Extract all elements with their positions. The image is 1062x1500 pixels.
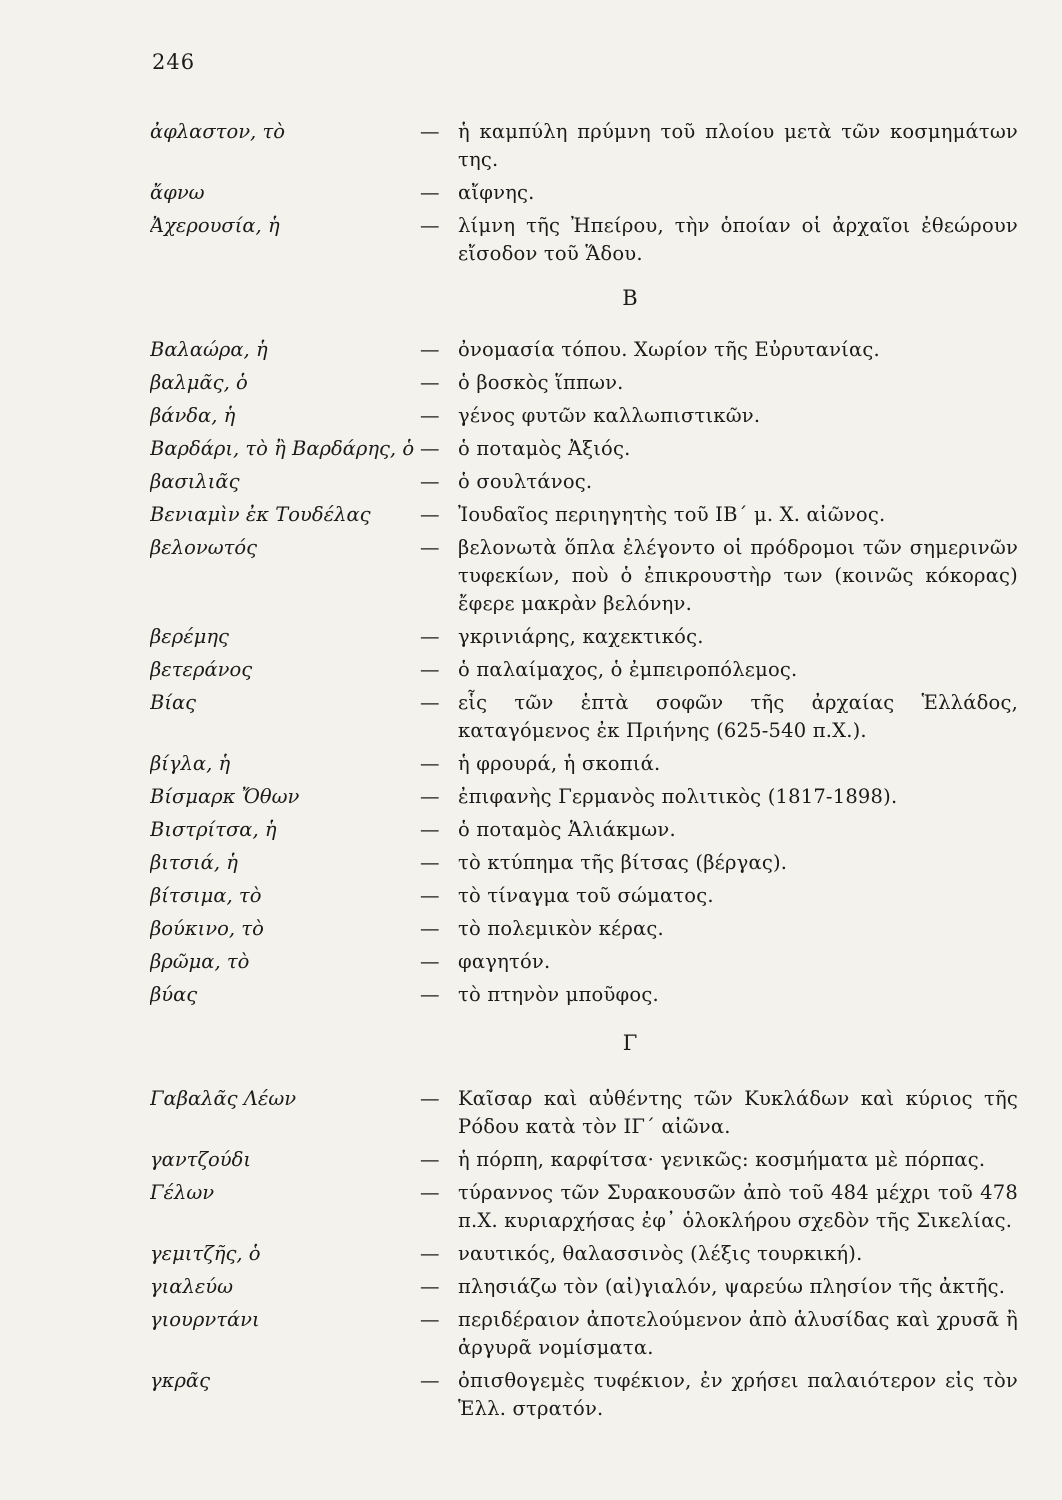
entry-definition: λίμνη τῆς Ἠπείρου, τὴν ὁποίαν οἱ ἀρχαῖοι ἐθεώρουν εἴσοδον τοῦ Ἅδου. <box>458 214 1018 265</box>
section-letter: Β <box>622 286 638 310</box>
entry-definition: φαγητόν. <box>458 950 551 973</box>
entry-term: Βιστρίτσα, ἡ <box>150 818 277 841</box>
glossary-entry <box>150 656 1030 684</box>
glossary-entry <box>150 1085 1030 1141</box>
entry-dash: — <box>420 470 440 493</box>
entry-definition: Καῖσαρ καὶ αὐθέντης τῶν Κυκλάδων καὶ κύριος τῆς Ρόδου κατὰ τὸν ΙΓ΄ αἰῶνα. <box>458 1087 1018 1138</box>
entry-definition: γένος φυτῶν καλλωπιστικῶν. <box>458 404 761 427</box>
entry-definition: πλησιάζω τὸν (αἰ)γιαλόν, ψαρεύω πλησίον τῆς ἀκτῆς. <box>458 1275 1006 1298</box>
entry-dash: — <box>420 917 440 940</box>
glossary-entry <box>150 915 1030 943</box>
entry-definition: γκρινιάρης, καχεκτικός. <box>458 625 704 648</box>
glossary <box>150 118 1030 1428</box>
glossary-entry <box>150 948 1030 976</box>
glossary-entry <box>150 501 1030 529</box>
entry-definition: ὁ βοσκὸς ἵππων. <box>458 371 624 394</box>
entry-definition: τύραννος τῶν Συρακουσῶν ἀπὸ τοῦ 484 μέχρι τοῦ 478 π.Χ. κυριαρχήσας ἐφ᾽ ὁλοκλήρου σχεδὸν τῆς Σικελίας. <box>458 1181 1018 1232</box>
entry-term: βίτσιμα, τὸ <box>150 884 262 907</box>
entry-term: γεμιτζῆς, ὁ <box>150 1242 261 1265</box>
section-letter: Γ <box>622 1031 638 1055</box>
glossary-entry <box>150 1179 1030 1235</box>
entry-definition: ὁ σουλτάνος. <box>458 470 593 493</box>
entry-dash: — <box>420 752 440 775</box>
entry-dash: — <box>420 851 440 874</box>
entry-definition: ἡ πόρπη, καρφίτσα· γενικῶς: κοσμήματα μὲ πόρπας. <box>458 1148 986 1171</box>
entry-dash: — <box>420 950 440 973</box>
entry-dash: — <box>420 371 440 394</box>
entry-definition: τὸ κτύπημα τῆς βίτσας (βέργας). <box>458 851 788 874</box>
entry-definition: ὀνομασία τόπου. Χωρίον τῆς Εὐρυτανίας. <box>458 338 880 361</box>
glossary-entry <box>150 750 1030 778</box>
entry-term: γιαλεύω <box>150 1275 234 1298</box>
entry-term: Ἀχερουσία, ἡ <box>150 214 280 237</box>
glossary-entry <box>150 402 1030 430</box>
entry-term: βύας <box>150 983 198 1006</box>
entry-definition: ὁ ποταμὸς Ἁλιάκμων. <box>458 818 676 841</box>
entry-dash: — <box>420 214 440 237</box>
glossary-entry <box>150 689 1030 745</box>
entry-dash: — <box>420 691 440 714</box>
entry-term: γιουρντάνι <box>150 1308 260 1331</box>
entry-dash: — <box>420 338 440 361</box>
entry-term: βιτσιά, ἡ <box>150 851 238 874</box>
entry-dash: — <box>420 818 440 841</box>
entry-definition: ναυτικός, θαλασσινὸς (λέξις τουρκική). <box>458 1242 863 1265</box>
glossary-entry <box>150 849 1030 877</box>
entry-term: βερέμης <box>150 625 229 648</box>
entry-term: βρῶμα, τὸ <box>150 950 250 973</box>
entry-term: βούκινο, τὸ <box>150 917 264 940</box>
entry-term: γκρᾶς <box>150 1369 210 1392</box>
glossary-entry <box>150 816 1030 844</box>
entry-term: Βίας <box>150 691 197 714</box>
glossary-entry <box>150 336 1030 364</box>
entry-definition: ὀπισθογεμὲς τυφέκιον, ἐν χρήσει παλαιότερον εἰς τὸν Ἑλλ. στρατόν. <box>458 1369 1018 1420</box>
entry-dash: — <box>420 1148 440 1171</box>
glossary-entry <box>150 118 1030 174</box>
glossary-entry <box>150 534 1030 618</box>
entry-dash: — <box>420 1181 440 1204</box>
entry-term: βετεράνος <box>150 658 253 681</box>
entry-term: βαλμᾶς, ὁ <box>150 371 248 394</box>
entry-dash: — <box>420 983 440 1006</box>
entry-dash: — <box>420 120 440 143</box>
entry-dash: — <box>420 503 440 526</box>
glossary-entry <box>150 435 1030 463</box>
entry-term: Γέλων <box>150 1181 215 1204</box>
entry-definition: ὁ ποταμὸς Ἀξιός. <box>458 437 631 460</box>
entry-term: γαντζούδι <box>150 1148 252 1171</box>
glossary-entry <box>150 179 1030 207</box>
entry-dash: — <box>420 625 440 648</box>
entry-term: Βαλαώρα, ἡ <box>150 338 268 361</box>
entry-definition: ἡ φρουρά, ἡ σκοπιά. <box>458 752 661 775</box>
entry-dash: — <box>420 1369 440 1392</box>
entry-definition: Ἰουδαῖος περιηγητὴς τοῦ ΙΒ΄ μ. Χ. αἰῶνος. <box>458 503 886 526</box>
entry-dash: — <box>420 181 440 204</box>
entry-definition: περιδέραιον ἀποτελούμενον ἀπὸ ἁλυσίδας καὶ χρυσᾶ ἢ ἀργυρᾶ νομίσματα. <box>458 1308 1018 1359</box>
entry-dash: — <box>420 1308 440 1331</box>
entry-dash: — <box>420 1242 440 1265</box>
entry-definition: τὸ πολεμικὸν κέρας. <box>458 917 664 940</box>
entry-dash: — <box>420 785 440 808</box>
entry-definition: εἷς τῶν ἑπτὰ σοφῶν τῆς ἀρχαίας Ἑλλάδος, καταγόμενος ἐκ Πριήνης (625-540 π.Χ.). <box>458 691 1018 742</box>
entry-definition: ὁ παλαίμαχος, ὁ ἐμπειροπόλεμος. <box>458 658 798 681</box>
glossary-entry <box>150 1273 1030 1301</box>
entry-definition: ἡ καμπύλη πρύμνη τοῦ πλοίου μετὰ τῶν κοσμημάτων της. <box>458 120 1018 171</box>
entry-dash: — <box>420 1087 440 1110</box>
glossary-entry <box>150 468 1030 496</box>
entry-definition: βελονωτὰ ὅπλα ἐλέγοντο οἱ πρόδρομοι τῶν σημερινῶν τυφεκίων, ποὺ ὁ ἐπικρουστὴρ των (κοινῶς κόκορας) ἔφερε μακρὰν βελόνην. <box>458 536 1018 615</box>
glossary-entry <box>150 212 1030 268</box>
entry-term: ἀφλαστον, τὸ <box>150 120 285 143</box>
entry-term: ἄφνω <box>150 181 205 204</box>
entry-dash: — <box>420 1275 440 1298</box>
entry-definition: τὸ πτηνὸν μποῦφος. <box>458 983 659 1006</box>
entry-term: βασιλιᾶς <box>150 470 240 493</box>
page-number: 246 <box>152 50 196 74</box>
glossary-entry <box>150 1146 1030 1174</box>
entry-definition: αἴφνης. <box>458 181 535 204</box>
glossary-entry <box>150 1306 1030 1362</box>
entry-dash: — <box>420 404 440 427</box>
entry-definition: τὸ τίναγμα τοῦ σώματος. <box>458 884 714 907</box>
entry-term: βάνδα, ἡ <box>150 404 236 427</box>
entry-dash: — <box>420 437 440 460</box>
entry-definition: ἐπιφανὴς Γερμανὸς πολιτικὸς (1817-1898). <box>458 785 898 808</box>
glossary-entry <box>150 1240 1030 1268</box>
entry-term: βελονωτός <box>150 536 258 559</box>
entry-dash: — <box>420 536 440 559</box>
glossary-entry <box>150 1367 1030 1423</box>
glossary-entry <box>150 623 1030 651</box>
glossary-entry <box>150 783 1030 811</box>
glossary-entry <box>150 981 1030 1009</box>
entry-term: βίγλα, ἡ <box>150 752 231 775</box>
entry-term: Βαρδάρι, τὸ ἢ Βαρδάρης, ὁ <box>150 437 415 460</box>
entry-term: Γαβαλᾶς Λέων <box>150 1087 297 1110</box>
glossary-entry <box>150 369 1030 397</box>
glossary-entry <box>150 882 1030 910</box>
entry-dash: — <box>420 658 440 681</box>
entry-term: Βίσμαρκ Ὄθων <box>150 785 300 808</box>
entry-dash: — <box>420 884 440 907</box>
entry-term: Βενιαμὶν ἐκ Τουδέλας <box>150 503 371 526</box>
